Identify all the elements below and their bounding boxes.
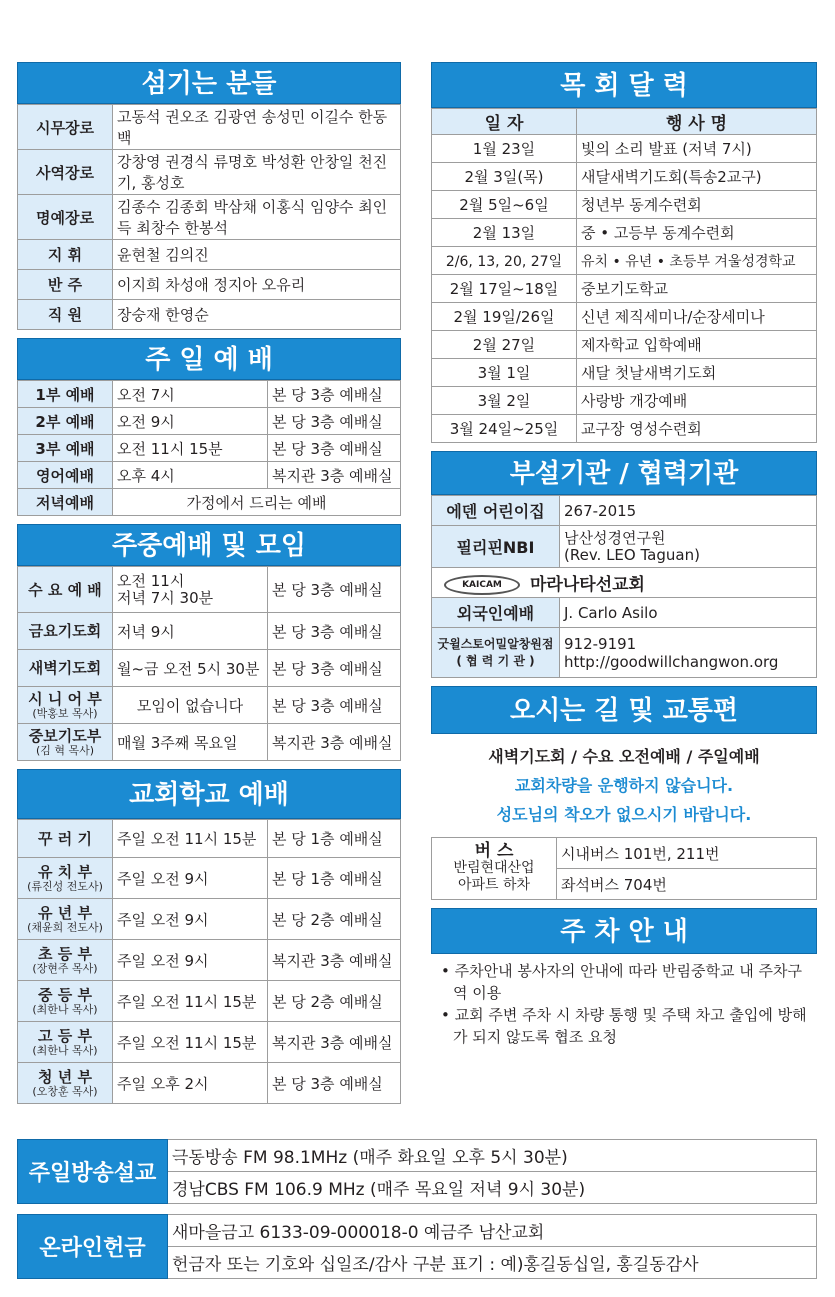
online-label: 온라인헌금	[18, 1215, 168, 1279]
sunday-place: 본 당 3층 예배실	[268, 408, 401, 435]
school-name: 초 등 부	[38, 945, 92, 963]
sunday-label: 3부 예배	[18, 435, 113, 462]
parking-item: • 교회 주변 주차 시 차량 통행 및 주택 차고 출입에 방해가 되지 않도록 협조 요청	[441, 1006, 807, 1046]
weekday-label	[18, 687, 113, 724]
school-label	[18, 1022, 113, 1063]
school-sub: (최한나 목사)	[32, 1044, 98, 1057]
weekday-time: 월~금 오전 5시 30분	[113, 650, 268, 687]
school-name: 고 등 부	[38, 1027, 92, 1045]
school-name: 유 치 부	[38, 863, 92, 881]
sunday-time: 오전 11시 15분	[113, 435, 268, 462]
school-name: 중 등 부	[38, 986, 92, 1004]
serving-label: 명예장로	[18, 195, 113, 240]
parking-header: 주 차 안 내	[431, 908, 817, 954]
affiliates-table	[431, 495, 817, 678]
broadcast-label: 주일방송설교	[18, 1140, 168, 1204]
school-time: 주일 오후 2시	[113, 1063, 268, 1104]
school-sub: (오창훈 목사)	[32, 1085, 98, 1098]
school-time: 주일 오전 9시	[113, 858, 268, 899]
kaicam-logo: KAICAM	[444, 575, 520, 595]
serving-value: 강창영 권경식 류명호 박성환 안창일 천진기, 홍성호	[113, 150, 401, 195]
weekday-time: 오전 11시 저녁 7시 30분	[113, 567, 268, 613]
school-name: 청 년 부	[38, 1068, 92, 1086]
sunday-time: 오전 7시	[113, 381, 268, 408]
calendar-head-date: 일 자	[432, 109, 577, 135]
school-time: 주일 오전 9시	[113, 940, 268, 981]
sunday-label: 영어예배	[18, 462, 113, 489]
serving-header: 섬기는 분들	[17, 62, 401, 104]
school-place: 본 당 2층 예배실	[268, 981, 401, 1022]
calendar-date: 2월 5일~6일	[432, 191, 577, 219]
calendar-date: 1월 23일	[432, 135, 577, 163]
weekday-name: 수 요 예 배	[28, 580, 102, 599]
affiliate-label: 굿윌스토어밀알창원점 ( 협 력 기 관 )	[432, 628, 560, 678]
school-time: 주일 오전 11시 15분	[113, 820, 268, 858]
calendar-event: 교구장 영성수련회	[577, 415, 817, 443]
serving-value: 고동석 권오조 김광연 송성민 이길수 한동백	[113, 105, 401, 150]
sunday-place: 본 당 3층 예배실	[268, 381, 401, 408]
affiliate-label: 필리핀NBI	[432, 526, 560, 568]
directions-line3: 성도님의 착오가 없으시기 바랍니다.	[496, 805, 752, 824]
school-label	[18, 940, 113, 981]
school-name: 유 년 부	[38, 904, 92, 922]
weekday-name: 시 니 어 부	[28, 690, 102, 708]
weekday-table	[17, 566, 401, 761]
left-column	[17, 62, 401, 1104]
parking-item: • 주차안내 봉사자의 안내에 따라 반림중학교 내 주차구역 이용	[441, 962, 803, 1002]
weekday-name: 금요기도회	[28, 622, 102, 640]
calendar-date: 2월 27일	[432, 331, 577, 359]
school-label	[18, 981, 113, 1022]
school-place: 복지관 3층 예배실	[268, 1022, 401, 1063]
affiliate-label: 외국인예배	[432, 598, 560, 628]
calendar-event: 신년 제직세미나/순장세미나	[577, 303, 817, 331]
school-label	[18, 858, 113, 899]
serving-label: 사역장로	[18, 150, 113, 195]
calendar-date: 3월 2일	[432, 387, 577, 415]
calendar-header: 목 회 달 력	[431, 62, 817, 108]
calendar-event: 청년부 동계수련회	[577, 191, 817, 219]
affiliate-value: J. Carlo Asilo	[560, 598, 817, 628]
evening-label: 저녁예배	[18, 489, 113, 516]
calendar-head-event: 행 사 명	[577, 109, 817, 135]
directions-header: 오시는 길 및 교통편	[431, 686, 817, 734]
online-line1: 새마을금고 6133-09-000018-0 예금주 남산교회	[168, 1215, 817, 1247]
calendar-event: 유치 • 유년 • 초등부 겨울성경학교	[577, 247, 817, 275]
sunday-time: 오전 9시	[113, 408, 268, 435]
bus-label: 버 스	[474, 841, 514, 861]
school-label	[18, 899, 113, 940]
weekday-place: 복지관 3층 예배실	[268, 724, 401, 761]
weekday-time: 저녁 9시	[113, 613, 268, 650]
weekday-place: 본 당 3층 예배실	[268, 650, 401, 687]
school-sub: (류진성 전도사)	[27, 880, 103, 893]
weekday-sub: (김 혁 목사)	[35, 744, 95, 757]
calendar-table	[431, 108, 817, 443]
weekday-header: 주중예배 및 모임	[17, 524, 401, 566]
school-label	[18, 1063, 113, 1104]
school-table	[17, 819, 401, 1104]
serving-value: 김종수 김종회 박삼채 이홍식 임양수 최인득 최창수 한봉석	[113, 195, 401, 240]
serving-label: 직 원	[18, 300, 113, 330]
school-time: 주일 오전 11시 15분	[113, 981, 268, 1022]
sunday-time: 오후 4시	[113, 462, 268, 489]
calendar-date: 3월 1일	[432, 359, 577, 387]
broadcast-line1: 극동방송 FM 98.1MHz (매주 화요일 오후 5시 30분)	[168, 1140, 817, 1172]
affiliate-value: 267-2015	[560, 496, 817, 526]
school-name: 꾸 러 기	[38, 829, 92, 848]
calendar-date: 2월 3일(목)	[432, 163, 577, 191]
bus-line1: 시내버스 101번, 211번	[557, 838, 817, 869]
serving-value: 윤현철 김의진	[113, 240, 401, 270]
directions-line2: 교회차량을 운행하지 않습니다.	[514, 776, 734, 795]
mission-row	[432, 568, 817, 598]
calendar-date: 2월 19일/26일	[432, 303, 577, 331]
school-place: 본 당 1층 예배실	[268, 820, 401, 858]
affiliates-header: 부설기관 / 협력기관	[431, 451, 817, 495]
bus-label-cell	[432, 838, 557, 900]
directions-line1: 새벽기도회 / 수요 오전예배 / 주일예배	[488, 747, 760, 766]
broadcast-line2: 경남CBS FM 106.9 MHz (매주 목요일 저녁 9시 30분)	[168, 1172, 817, 1204]
calendar-date: 2/6, 13, 20, 27일	[432, 247, 577, 275]
bus-table	[431, 837, 817, 900]
weekday-label	[18, 613, 113, 650]
serving-label: 시무장로	[18, 105, 113, 150]
calendar-event: 사랑방 개강예배	[577, 387, 817, 415]
school-label	[18, 820, 113, 858]
sunday-label: 1부 예배	[18, 381, 113, 408]
calendar-event: 빛의 소리 발표 (저녁 7시)	[577, 135, 817, 163]
school-time: 주일 오전 9시	[113, 899, 268, 940]
online-table	[17, 1214, 817, 1279]
serving-label: 지 휘	[18, 240, 113, 270]
weekday-place: 본 당 3층 예배실	[268, 613, 401, 650]
sunday-table	[17, 380, 401, 516]
calendar-date: 2월 17일~18일	[432, 275, 577, 303]
weekday-time: 매월 3주째 목요일	[113, 724, 268, 761]
calendar-event: 제자학교 입학예배	[577, 331, 817, 359]
weekday-sub: (박홍보 목사)	[32, 707, 98, 720]
weekday-time: 모임이 없습니다	[113, 687, 268, 724]
school-place: 본 당 1층 예배실	[268, 858, 401, 899]
weekday-name: 새벽기도회	[28, 659, 102, 677]
affiliate-value: 912-9191 http://goodwillchangwon.org	[560, 628, 817, 678]
sunday-place: 복지관 3층 예배실	[268, 462, 401, 489]
parking-list	[431, 954, 817, 1054]
serving-label: 반 주	[18, 270, 113, 300]
weekday-place: 본 당 3층 예배실	[268, 687, 401, 724]
right-column	[431, 62, 817, 1054]
school-place: 본 당 3층 예배실	[268, 1063, 401, 1104]
weekday-label	[18, 567, 113, 613]
calendar-event: 새달새벽기도회(특송2교구)	[577, 163, 817, 191]
school-time: 주일 오전 11시 15분	[113, 1022, 268, 1063]
weekday-label	[18, 650, 113, 687]
weekday-place: 본 당 3층 예배실	[268, 567, 401, 613]
sunday-header: 주 일 예 배	[17, 338, 401, 380]
directions-notice	[431, 734, 817, 837]
weekday-name: 중보기도부	[28, 727, 102, 745]
evening-value: 가정에서 드리는 예배	[113, 489, 401, 516]
weekday-label	[18, 724, 113, 761]
school-place: 복지관 3층 예배실	[268, 940, 401, 981]
calendar-event: 중 • 고등부 동계수련회	[577, 219, 817, 247]
mission-name: 마라나타선교회	[530, 575, 645, 595]
bus-sub: 반림현대산업 아파트 하차	[453, 860, 535, 893]
online-line2: 헌금자 또는 기호와 십일조/감사 구분 표기 : 예)홍길동십일, 홍길동감사	[168, 1247, 817, 1279]
serving-value: 이지희 차성애 정지아 오유리	[113, 270, 401, 300]
affiliate-label: 에덴 어린이집	[432, 496, 560, 526]
school-header: 교회학교 예배	[17, 769, 401, 819]
calendar-event: 새달 첫날새벽기도회	[577, 359, 817, 387]
sunday-label: 2부 예배	[18, 408, 113, 435]
school-place: 본 당 2층 예배실	[268, 899, 401, 940]
calendar-date: 2월 13일	[432, 219, 577, 247]
bus-line2: 좌석버스 704번	[557, 869, 817, 900]
school-sub: (장현주 목사)	[32, 962, 98, 975]
school-sub: (최한나 목사)	[32, 1003, 98, 1016]
calendar-event: 중보기도학교	[577, 275, 817, 303]
serving-value: 장숭재 한영순	[113, 300, 401, 330]
sunday-place: 본 당 3층 예배실	[268, 435, 401, 462]
calendar-date: 3월 24일~25일	[432, 415, 577, 443]
broadcast-table	[17, 1139, 817, 1204]
serving-table	[17, 104, 401, 330]
affiliate-value: 남산성경연구원 (Rev. LEO Taguan)	[560, 526, 817, 568]
school-sub: (채윤희 전도사)	[27, 921, 103, 934]
